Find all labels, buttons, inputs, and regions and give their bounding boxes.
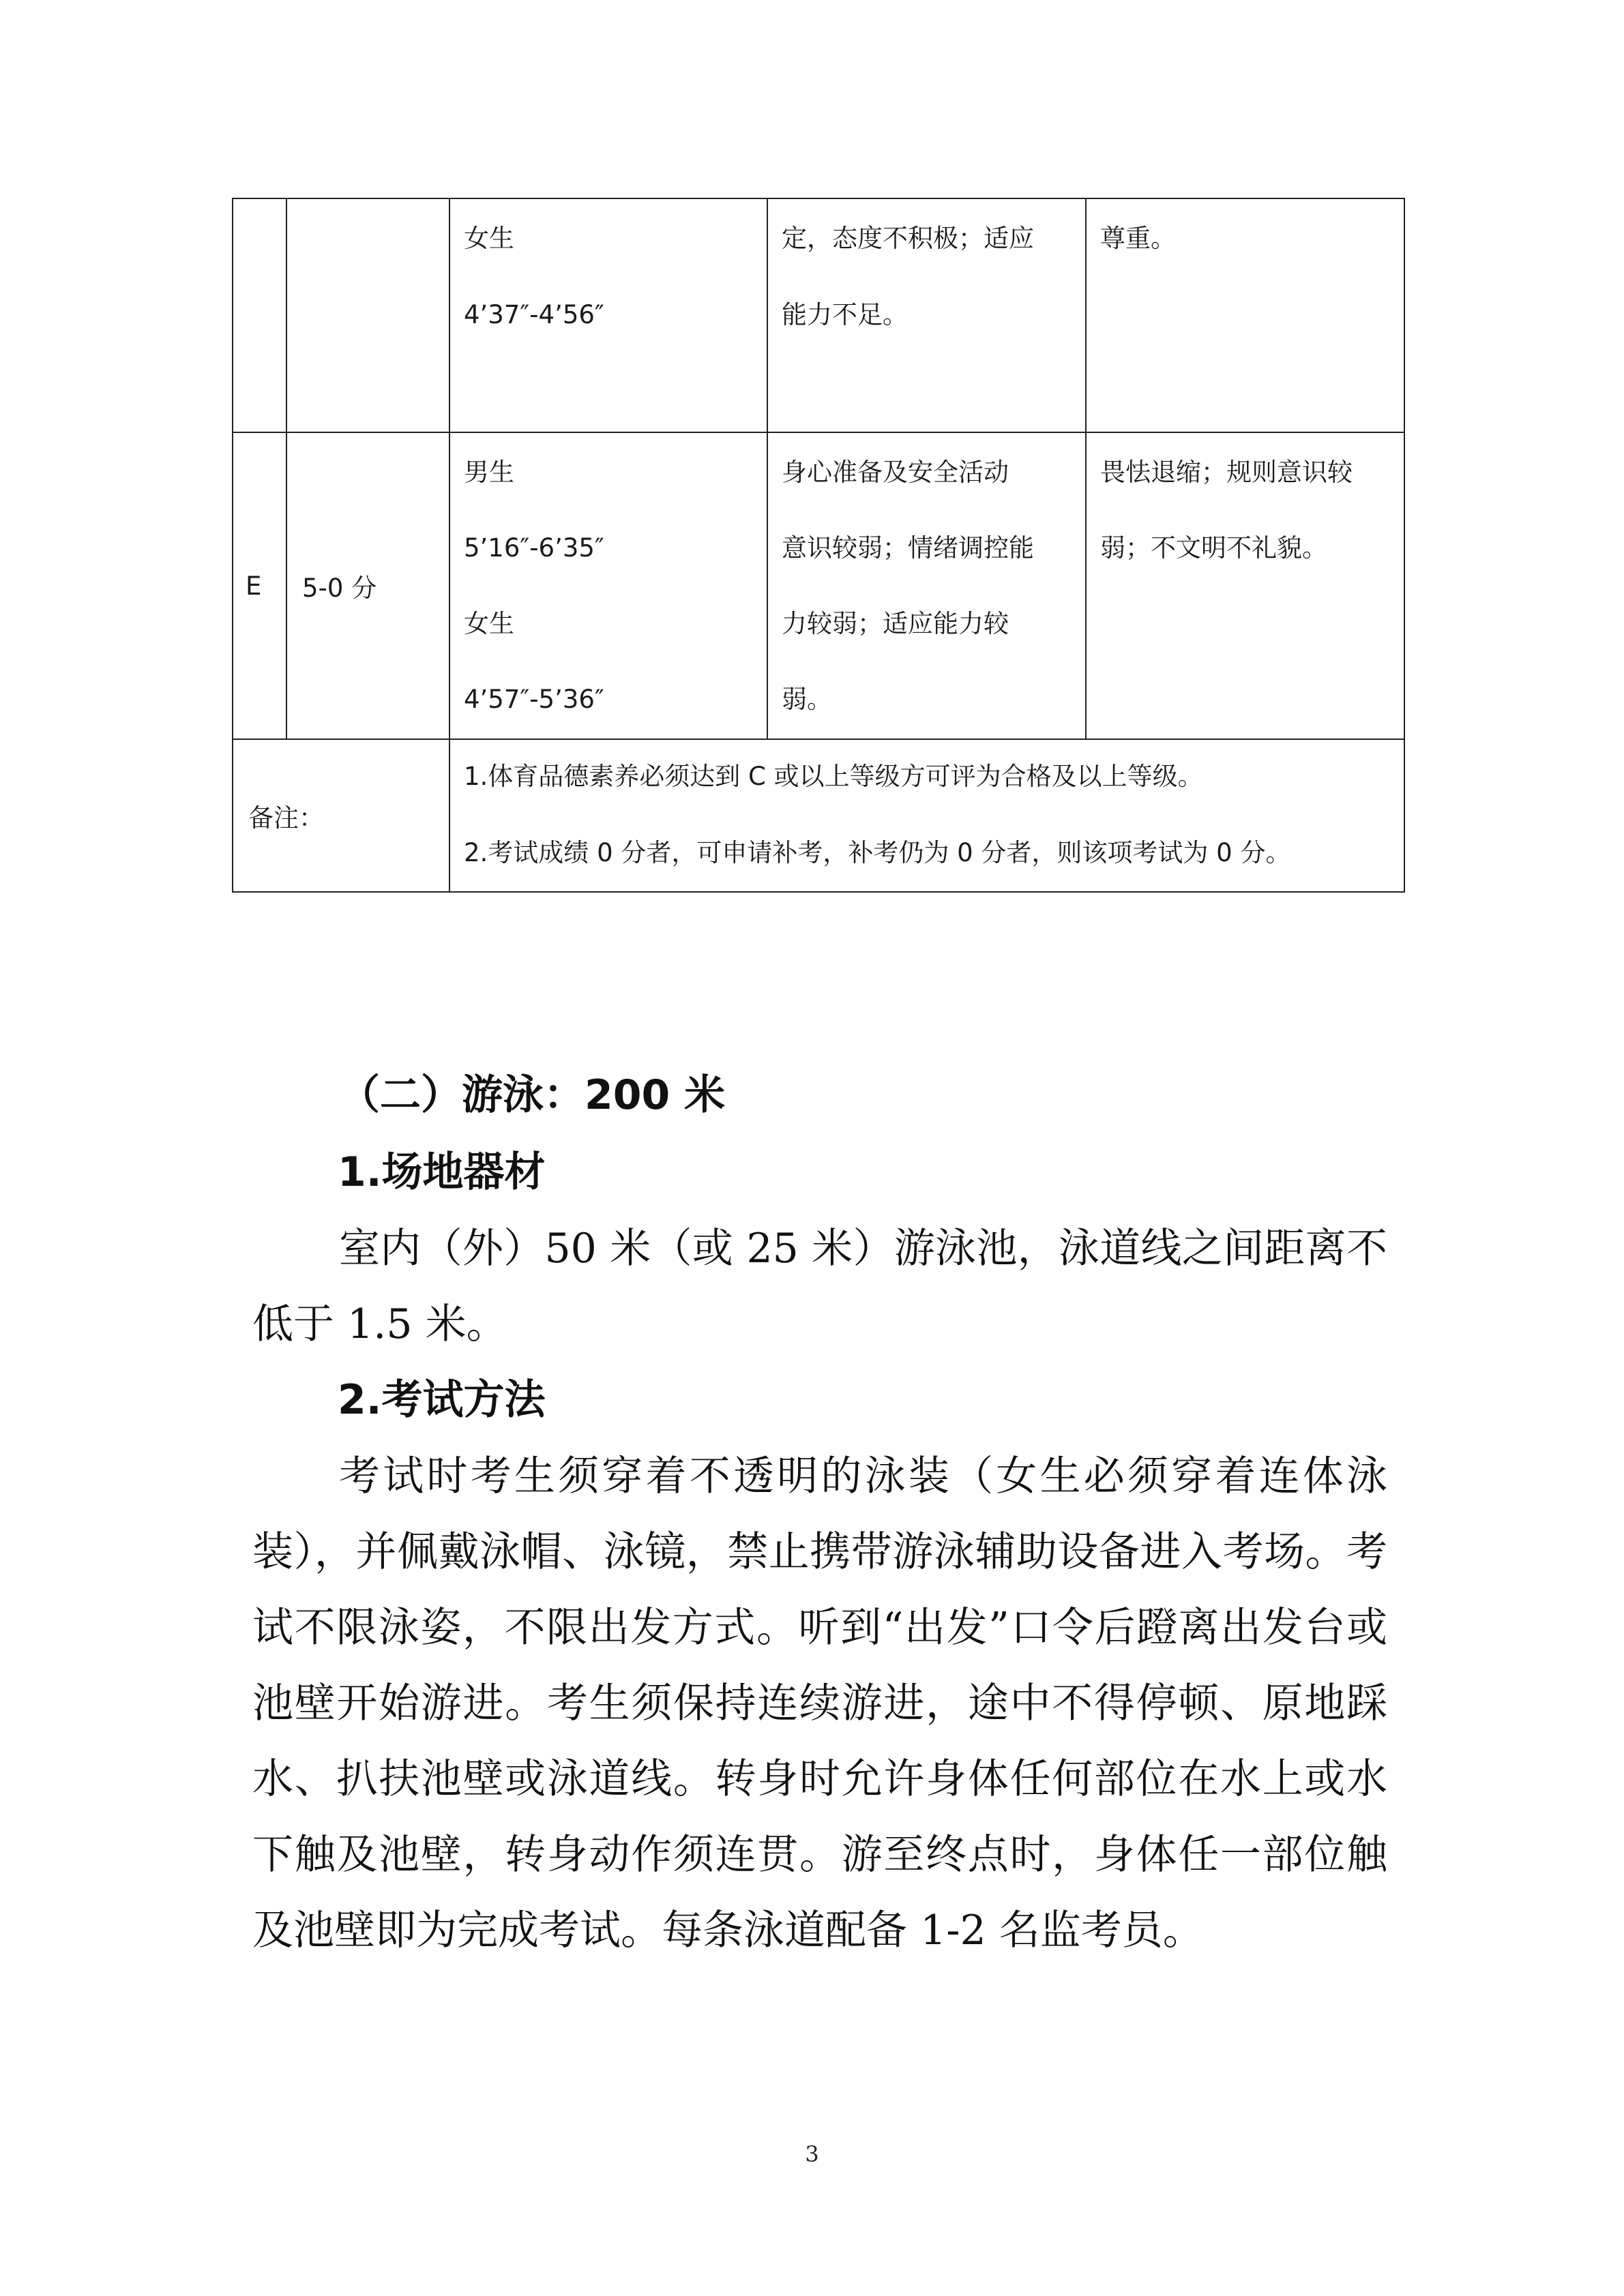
notes-label-cell: 备注： [233, 739, 449, 892]
ethics-line: 畏怯退缩；规则意识较 [1100, 458, 1353, 487]
psych-line: 弱。 [782, 685, 832, 714]
performance-cell [449, 198, 767, 432]
psych-cell [767, 432, 1086, 739]
performance-cell [449, 432, 767, 739]
performance-line: 女生 [464, 609, 514, 638]
table-row-notes [233, 739, 1404, 892]
table-row-continued [233, 198, 1404, 432]
notes-content-cell [449, 739, 1404, 892]
note-item: 2.考试成绩 0 分者，可申请补考，补考仍为 0 分者，则该项考试为 0 分。 [464, 838, 1291, 867]
psych-line: 意识较弱；情绪调控能 [782, 533, 1034, 563]
grade-cell: E [233, 432, 286, 739]
psych-line: 定，态度不积极；适应 [782, 224, 1034, 253]
psych-line: 能力不足。 [782, 300, 908, 329]
psych-line: 力较弱；适应能力较 [782, 609, 1009, 638]
page-number: 3 [805, 2141, 819, 2167]
ethics-line: 尊重。 [1100, 224, 1176, 253]
grading-table [232, 198, 1405, 893]
table-row-grade-e [233, 432, 1404, 739]
performance-line: 女生 [464, 224, 514, 253]
method-paragraph: 考试时考生须穿着不透明的泳装（女生必须穿着连体泳装），并佩戴泳帽、泳镜，禁止携带游泳辅助设备进入考场。考试不限泳姿，不限出发方式。听到“出发”口令后蹬离出发台或池壁开始游进。考生须保持连续游进，途中不得停顿、原地踩水、扒扶池壁或泳道线。转身时允许身体任何部位在水上或水下触及池壁，转身动作须连贯。游至终点时，身体任一部位触及池壁即为完成考试。每条泳道配备 1-2 名监考员。 [252, 1452, 1387, 1954]
performance-line: 男生 [464, 458, 514, 487]
performance-line: 4’37″-4’56″ [464, 300, 604, 329]
section-title: （二）游泳：200 米 [339, 1071, 726, 1119]
subsection-title-method: 2.考试方法 [338, 1376, 546, 1424]
psych-cell [767, 198, 1086, 432]
subsection-title-venue: 1.场地器材 [338, 1148, 546, 1196]
score-cell [286, 198, 449, 432]
grade-cell [233, 198, 286, 432]
performance-line: 4’57″-5’36″ [464, 685, 604, 714]
ethics-cell [1086, 432, 1404, 739]
performance-line: 5’16″-6’35″ [464, 533, 604, 563]
psych-line: 身心准备及安全活动 [782, 458, 1009, 487]
ethics-line: 弱；不文明不礼貌。 [1100, 533, 1327, 563]
note-item: 1.体育品德素养必须达到 C 或以上等级方可评为合格及以上等级。 [464, 762, 1203, 791]
score-cell: 5-0 分 [286, 432, 449, 739]
venue-paragraph: 室内（外）50 米（或 25 米）游泳池，泳道线之间距离不低于 1.5 米。 [252, 1225, 1387, 1348]
ethics-cell [1086, 198, 1404, 432]
